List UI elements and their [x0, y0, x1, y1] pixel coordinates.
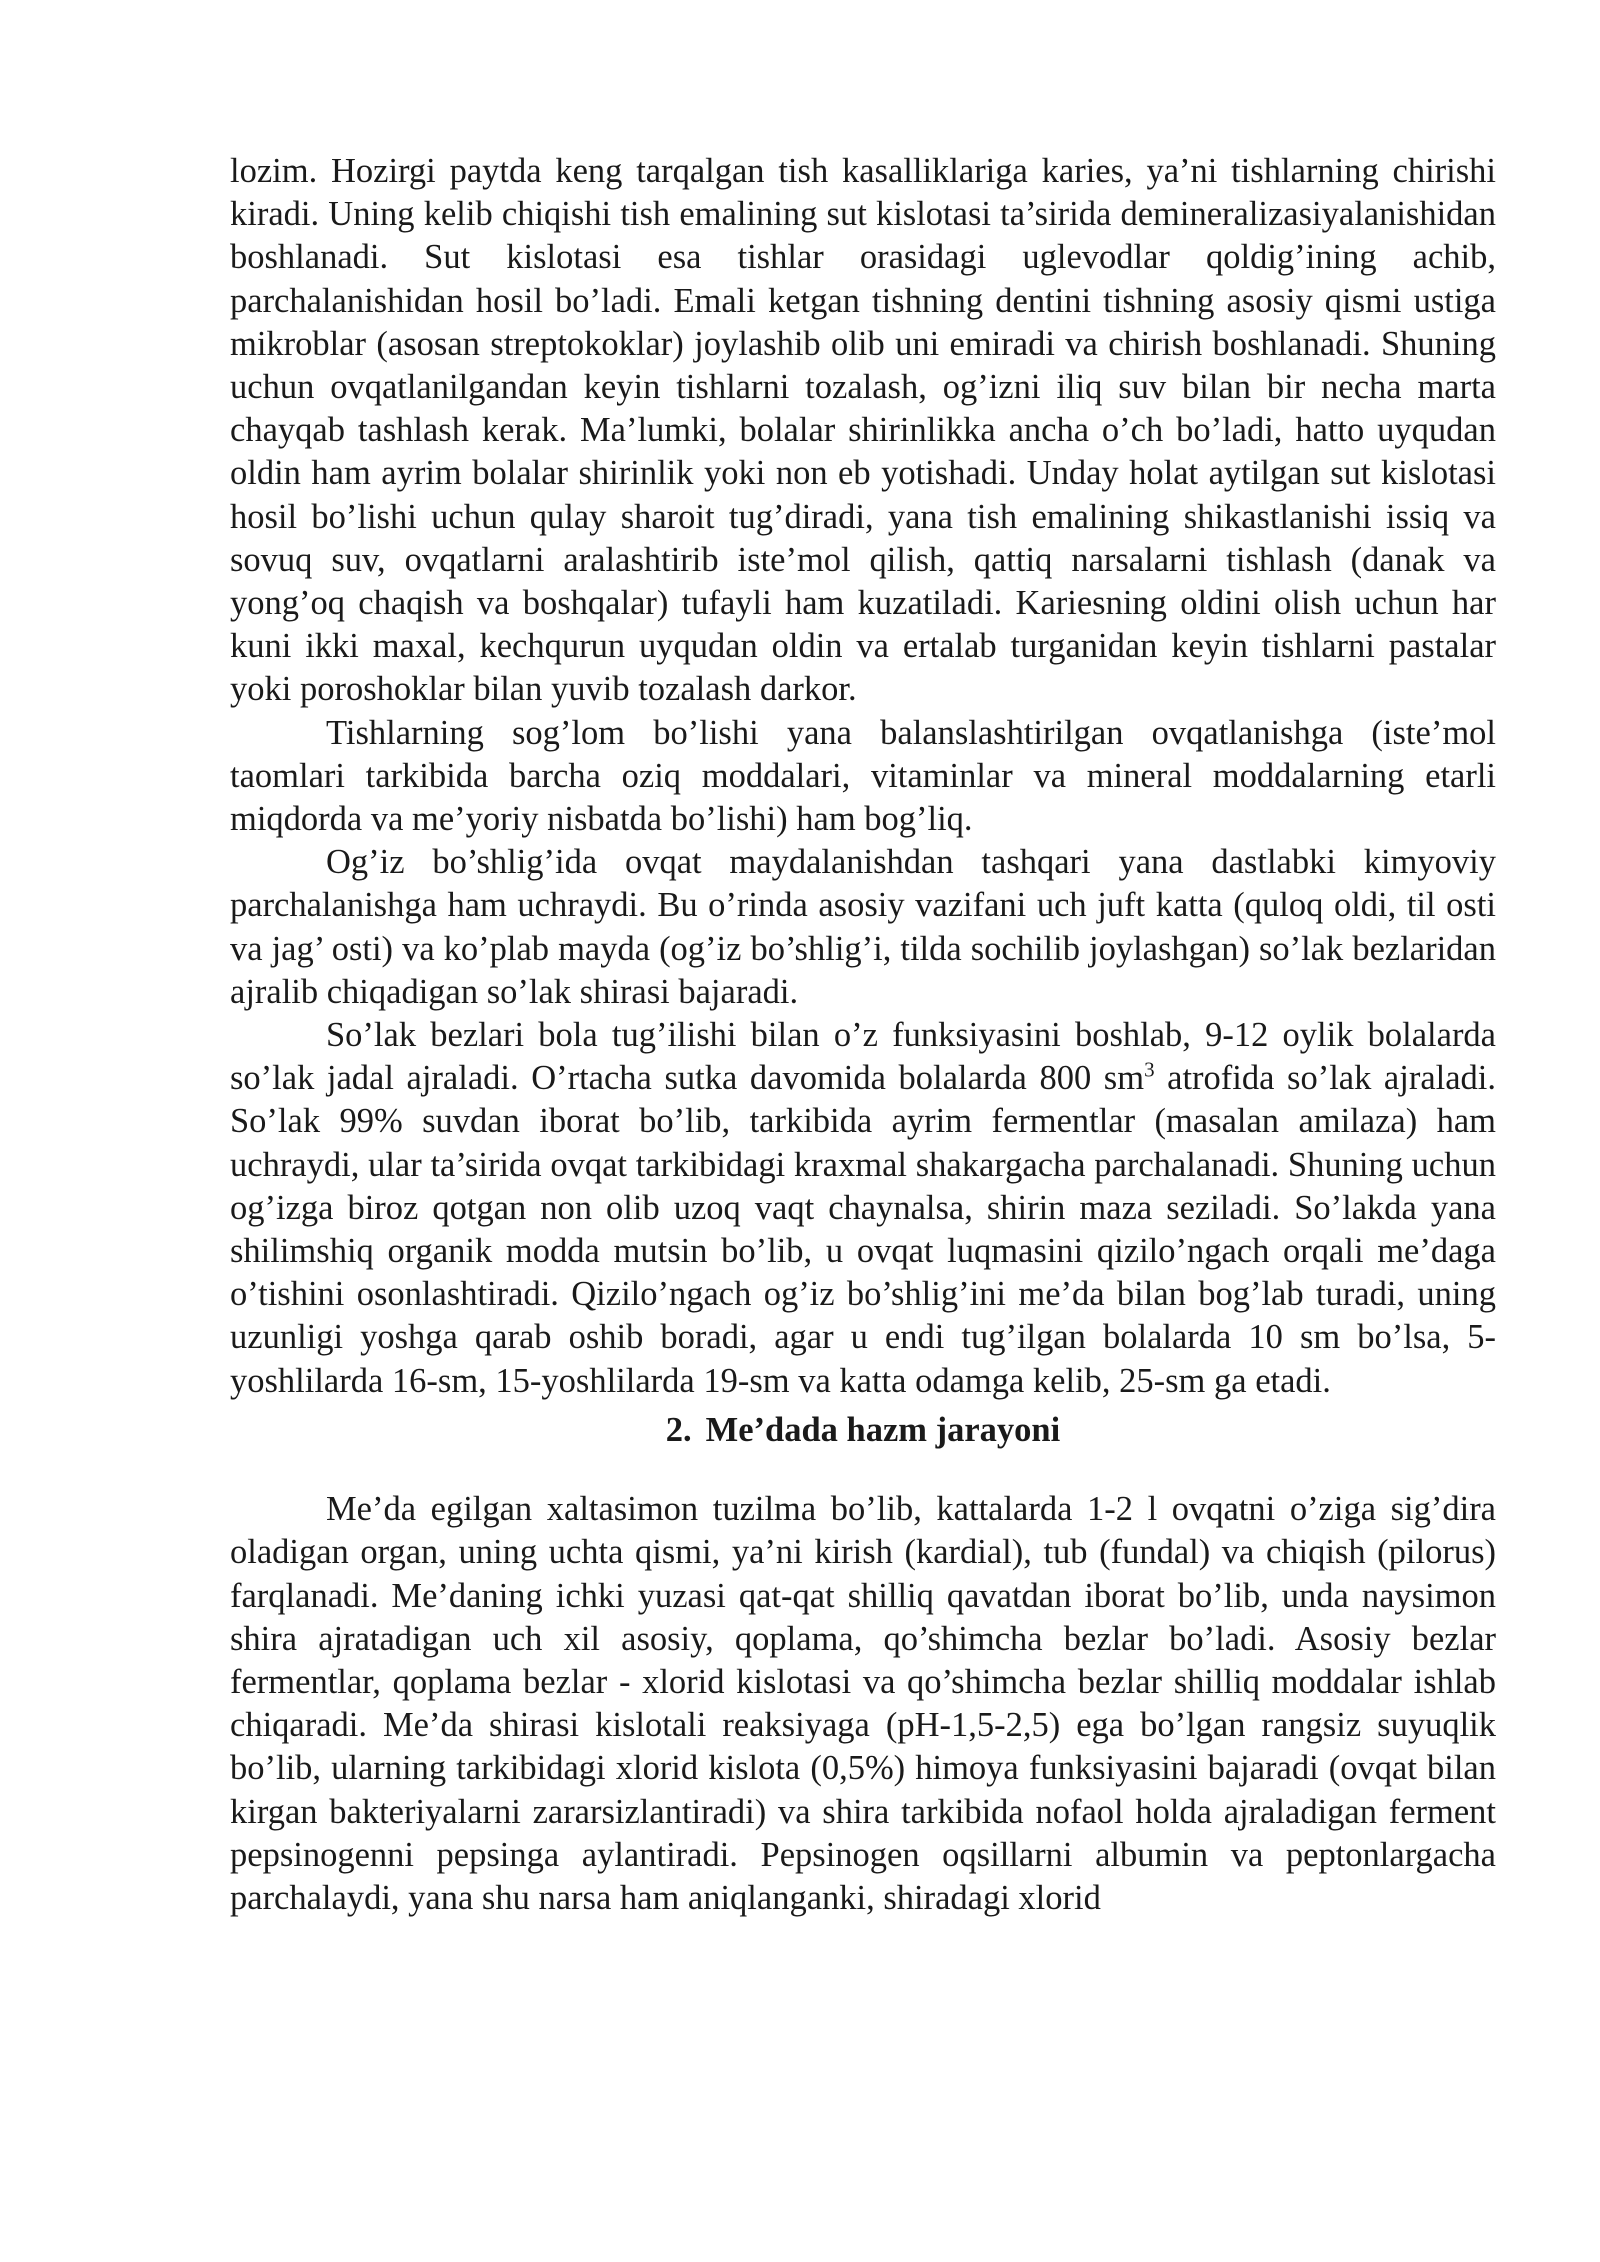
- paragraph-balanced-nutrition: Tishlarning sog’lom bo’lishi yana balanslashtirilgan ovqatlanishga (iste’mol taomlari tarkibida barcha oziq moddalari, vitaminlar va mineral moddalarning etarli miqdorda va me’yoriy nisbatda bo’lishi) ham bog’liq.: [230, 713, 1496, 839]
- paragraph-salivary-part1: So’lak bezlari bola tug’ilishi bilan o’z funksiyasini boshlab, 9-12 oylik bolalarda so’lak jadal ajraladi. O’rtacha sutka davomida bolalarda 800 sm: [230, 1016, 1496, 1098]
- paragraph-caries: lozim. Hozirgi paytda keng tarqalgan tish kasalliklariga karies, ya’ni tishlarning chirishi kiradi. Uning kelib chiqishi tish emalining sut kislotasi ta’sirida demineralizasiyalanishidan boshlanadi. Sut kislotasi esa tishlar orasidagi uglevodlar qoldig’ining achib, parchalanishidan hosil bo’ladi. Emali ketgan tishning dentini tishning asosiy qismi ustiga mikroblar (asosan streptokoklar) joylashib olib uni emiradi va chirish boshlanadi. Shuning uchun ovqatlanilgandan keyin tishlarni tozalash, og’izni iliq suv bilan bir necha marta chayqab tashlash kerak. Ma’lumki, bolalar shirinlikka ancha o’ch bo’ladi, hatto uyqudan oldin ham ayrim bolalar shirinlik yoki non eb yotishadi. Unday holat aytilgan sut kislotasi hosil bo’lishi uchun qulay sharoit tug’diradi, yana tish emalining shikastlanishi issiq va sovuq suv, ovqatlarni aralashtirib iste’mol qilish, qattiq narsalarni tishlash (danak va yong’oq chaqish va boshqalar) tufayli ham kuzatiladi. Kariesning oldini olish uchun har kuni ikki maxal, kechqurun uyqudan oldin va ertalab turganidan keyin tishlarni pastalar yoki poroshoklar bilan yuvib tozalash darkor.: [230, 152, 1496, 709]
- paragraph-stomach: Me’da egilgan xaltasimon tuzilma bo’lib, kattalarda 1-2 l ovqatni o’ziga sig’dira oladigan organ, uning uchta qismi, ya’ni kirish (kardial), tub (fundal) va chiqish (pilorus) farqlanadi. Me’daning ichki yuzasi qat-qat shilliq qavatdan iborat bo’lib, unda naysimon shira ajratadigan uch xil asosiy, qoplama, qo’shimcha bezlar bo’ladi. Asosiy bezlar fermentlar, qoplama bezlar - xlorid kislotasi va qo’shimcha bezlar shilliq moddalar ishlab chiqaradi. Me’da shirasi kislotali reaksiyaga (pH-1,5-2,5) ega bo’lgan rangsiz suyuqlik bo’lib, ularning tarkibidagi xlorid kislota (0,5%) himoya funksiyasini bajaradi (ovqat bilan kirgan bakteriyalarni zararsizlantiradi) va shira tarkibida nofaol holda ajraladigan ferment pepsinogenni pepsinga aylantiradi. Pepsinogen oqsillarni albumin va peptonlargacha parchalaydi, yana shu narsa ham aniqlanganki, shiradagi xlorid: [230, 1490, 1496, 1917]
- paragraph-salivary-part2: atrofida so’lak ajraladi. So’lak 99% suvdan iborat bo’lib, tarkibida ayrim fermentlar (masalan amilaza) ham uchraydi, ular ta’sirida ovqat tarkibidagi kraxmal shakargacha parchalanadi. Shuning uchun og’izga biroz qotgan non olib uzoq vaqt chaynalsa, shirin maza seziladi. So’lakda yana shilimshiq organik modda mutsin bo’lib, u ovqat luqmasini qizilo’ngach orqali me’daga o’tishini osonlashtiradi. Qizilo’ngach og’iz bo’shlig’ini me’da bilan bog’lab turadi, uning uzunligi yoshga qarab oshib boradi, agar u endi tug’ilgan bolalarda 10 sm bo’lsa, 5-yoshlilarda 16-sm, 15-yoshlilarda 19-sm va katta odamga kelib, 25-sm ga etadi.: [230, 1059, 1496, 1400]
- paragraph-salivary-glands: [230, 1014, 1496, 1403]
- document-page: [230, 150, 1496, 1920]
- section-heading: [230, 1409, 1496, 1452]
- superscript-cubic: 3: [1144, 1057, 1155, 1082]
- section-heading-number: 2.: [665, 1410, 692, 1449]
- section-heading-title: Me’dada hazm jarayoni: [705, 1410, 1061, 1449]
- paragraph-oral-cavity: Og’iz bo’shlig’ida ovqat maydalanishdan tashqari yana dastlabki kimyoviy parchalanishga ham uchraydi. Bu o’rinda asosiy vazifani uch juft katta (quloq oldi, til osti va jag’ osti) va ko’plab mayda (og’iz bo’shlig’i, tilda sochilib joylashgan) so’lak bezlaridan ajralib chiqadigan so’lak shirasi bajaradi.: [230, 843, 1496, 1011]
